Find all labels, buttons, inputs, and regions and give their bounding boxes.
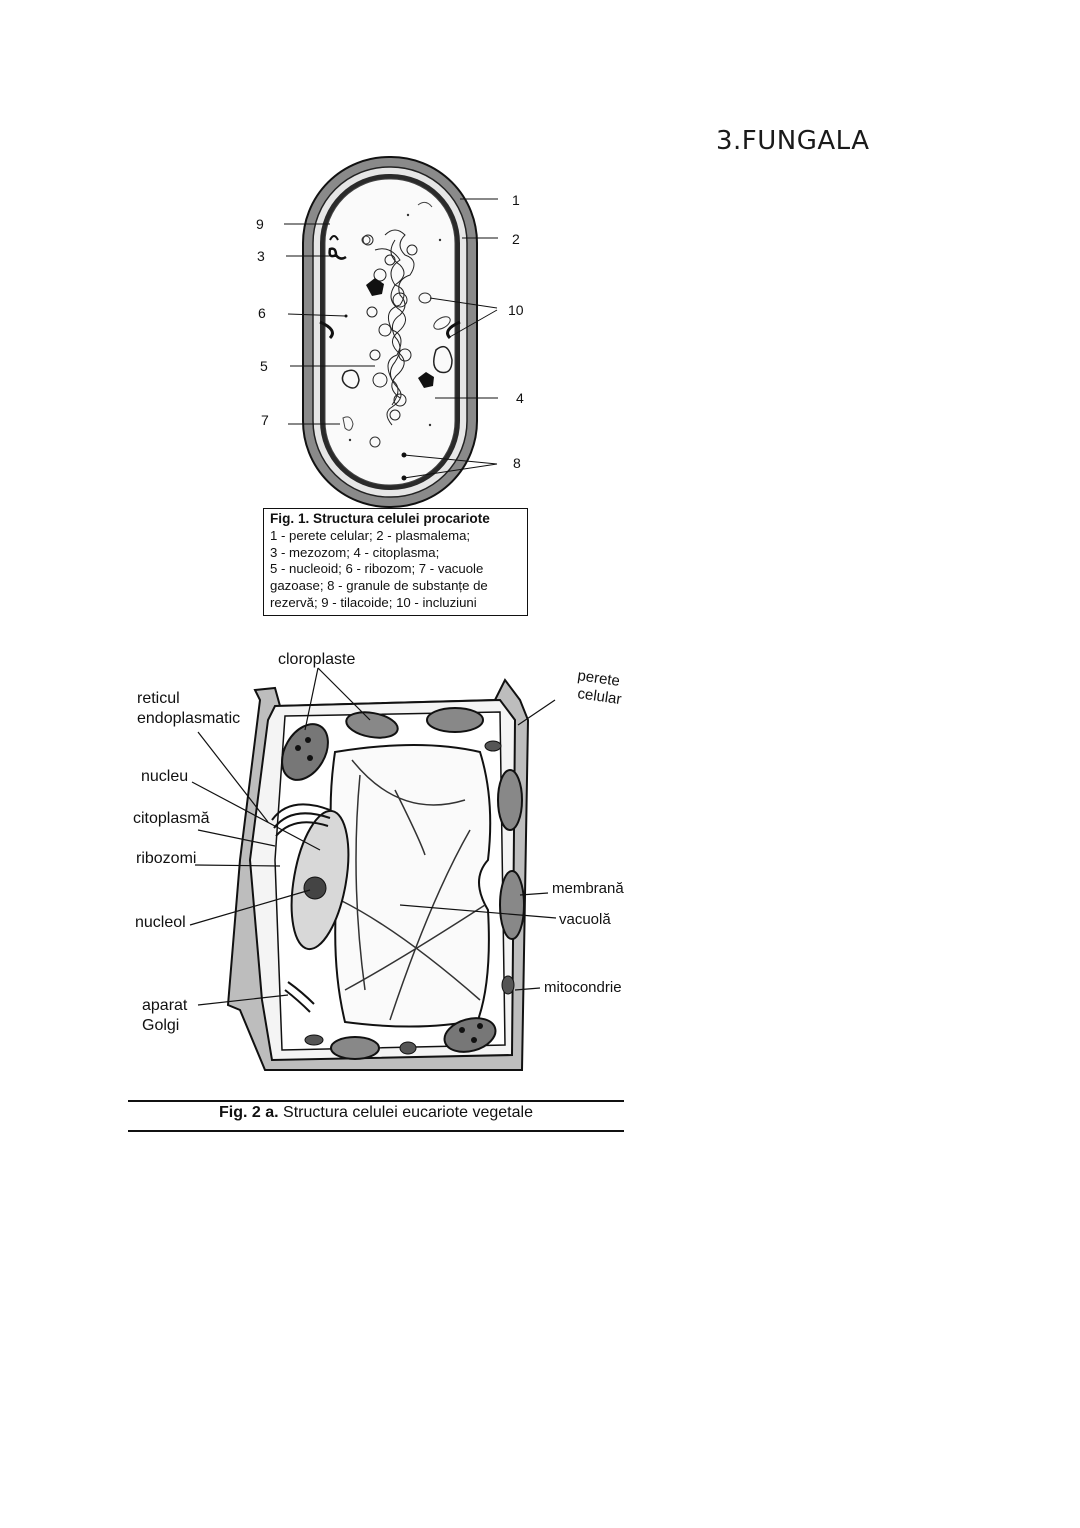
label-ribozomi: ribozomi — [136, 850, 197, 867]
fig1-caption-line: 1 - perete celular; 2 - plasmalema; — [270, 527, 471, 543]
label-membrana: membrană — [552, 880, 624, 897]
fig2-caption-rule-bottom — [128, 1130, 624, 1132]
fig1-label-8: 8 — [513, 455, 521, 471]
label-vacuola: vacuolă — [559, 911, 611, 928]
fig1-caption — [263, 508, 528, 616]
label-endoplasmatic: endoplasmatic — [137, 710, 241, 727]
fig2-caption-text: Structura celulei eucariote vegetale — [278, 1104, 533, 1121]
fig1-caption-line: gazoase; 8 - granule de substanțe de — [270, 578, 488, 594]
label-golgi: Golgi — [142, 1017, 180, 1034]
label-reticul: reticul — [137, 690, 180, 707]
prokaryote-diagram — [240, 150, 540, 510]
fig1-label-6: 6 — [258, 305, 266, 321]
plant-cell-diagram — [120, 640, 640, 1090]
label-citoplasma: citoplasmă — [133, 810, 210, 827]
label-aparat: aparat — [142, 997, 188, 1014]
fig2-caption — [128, 1104, 624, 1122]
fig1-caption-line: 5 - nucleoid; 6 - ribozom; 7 - vacuole — [270, 561, 484, 577]
fig1-caption-title: Fig. 1. Structura celulei procariote — [270, 511, 490, 526]
fig1-label-10: 10 — [508, 302, 524, 318]
fig1-label-2: 2 — [512, 231, 520, 247]
label-cloroplaste: cloroplaste — [278, 651, 356, 668]
fig1-label-7: 7 — [261, 412, 269, 428]
label-nucleu: nucleu — [141, 768, 189, 785]
page-heading: 3.FUNGALA — [716, 126, 870, 156]
label-celular: celular — [576, 685, 623, 709]
fig1-label-5: 5 — [260, 358, 268, 374]
fig1-label-4: 4 — [516, 390, 524, 406]
label-nucleol: nucleol — [135, 914, 186, 931]
fig1-caption-line: 3 - mezozom; 4 - citoplasma; — [270, 544, 440, 560]
label-perete: perete — [576, 667, 621, 690]
fig1-label-9: 9 — [256, 216, 264, 232]
fig1-label-1: 1 — [512, 192, 520, 208]
fig1-label-3: 3 — [257, 248, 265, 264]
fig2-caption-rule-top — [128, 1100, 624, 1102]
label-mitocondrie: mitocondrie — [544, 979, 622, 996]
fig1-caption-line: rezervă; 9 - tilacoide; 10 - incluziuni — [270, 594, 477, 610]
fig2-caption-prefix: Fig. 2 a. — [219, 1104, 279, 1121]
